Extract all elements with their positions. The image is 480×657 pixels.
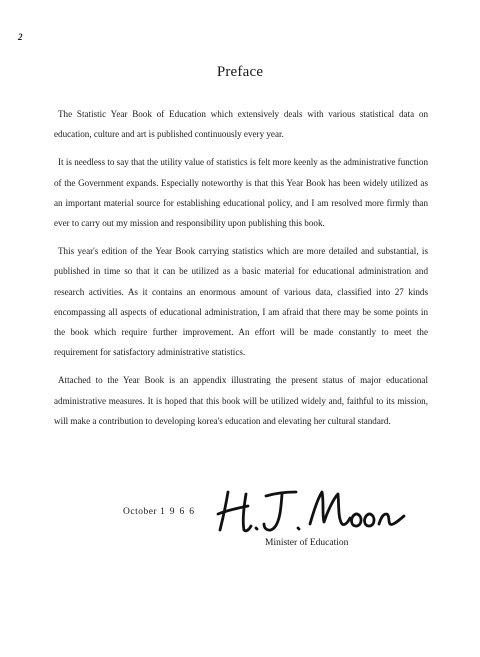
paragraph-1: The Statistic Year Book of Education which extensively deals with various statistical data on education, culture and art is published continuously every year. — [54, 109, 428, 140]
page-title: Preface — [216, 64, 264, 80]
date-line — [123, 507, 199, 517]
paragraph-2: It is needless to say that the utility value of statistics is felt more keenly as the administrative function of the Government expands. Especially noteworthy is that this Year Book has been widely utilized as an important material source for establishing educational policy, and I am resolved more firmly than ever to carry out my mission and responsibility upon publishing this book. — [54, 157, 428, 229]
date-month: October — [123, 507, 158, 517]
page-number: 2 — [18, 32, 23, 42]
paragraph-4: Attached to the Year Book is an appendix illustrating the present status of major educational administrative measures. It is hoped that this book will be utilized widely and, faithful to its mission, will make a contribution to developing korea's education and elevating her cultural standard. — [54, 375, 428, 426]
signer-title: Minister of Education — [265, 538, 349, 548]
signature — [214, 486, 410, 536]
preface-body — [54, 104, 428, 431]
date-year: 1966 — [159, 507, 199, 517]
paragraph-3: This year's edition of the Year Book carrying statistics which are more detailed and substantial, is published in time so that it can be utilized as a basic material for educational administration and research activities. As it contains an enormous amount of various data, classified into 27 kinds encompassing all aspects of educational administration, I am afraid that there may be some points in the book which require further improvement. An effort will be made constantly to meet the requirement for satisfactory administrative statistics. — [54, 246, 428, 358]
